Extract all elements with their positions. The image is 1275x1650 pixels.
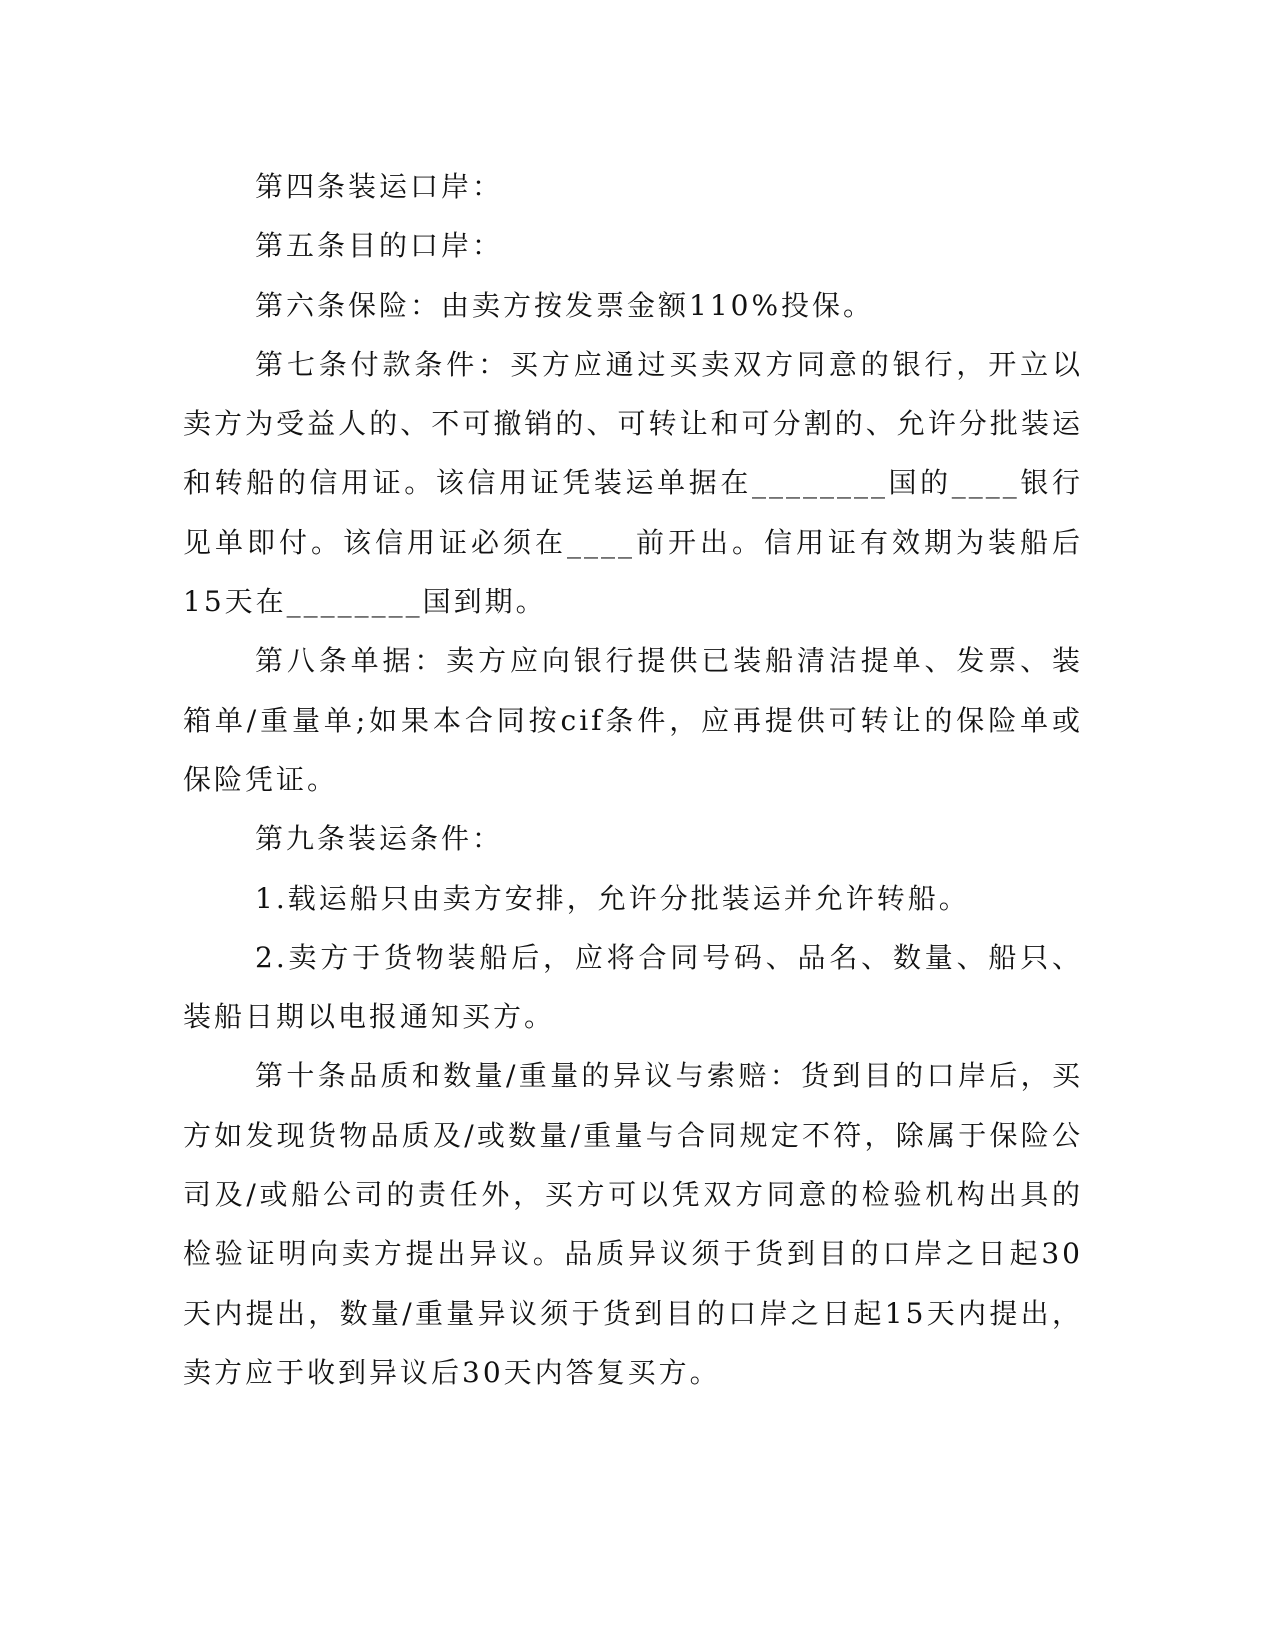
clause-4-loading-port: 第四条装运口岸：: [255, 170, 504, 203]
clause-10-claims: 第十条品质和数量/重量的异议与索赔：货到目的口岸后，买方如发现货物品质及/或数量/重量与合同规定不符，除属于保险公司及/或船公司的责任外，买方可以凭双方同意的检验机构出具的检验证明向卖方提出异议。品质异议须于货到目的口岸之日起30天内提出，数量/重量异议须于货到目的口岸之日起15天内提出，卖方应于收到异议后30天内答复买方。: [183, 1059, 1083, 1389]
document-body: [183, 157, 1083, 1402]
clause-9-item-2: 2.卖方于货物装船后，应将合同号码、品名、数量、船只、装船日期以电报通知买方。: [183, 940, 1083, 1034]
clause-6-insurance: 第六条保险：由卖方按发票金额110%投保。: [255, 288, 875, 322]
clause-8-documents: 第八条单据：卖方应向银行提供已装船清洁提单、发票、装箱单/重量单;如果本合同按cif条件，应再提供可转让的保险单或保险凭证。: [183, 644, 1083, 796]
clause-9-shipment-terms: 第九条装运条件：: [255, 822, 504, 856]
clause-7-payment-terms: 第七条付款条件：买方应通过买卖双方同意的银行，开立以卖方为受益人的、不可撤销的、可转让和可分割的、允许分批装运和转船的信用证。该信用证凭装运单据在________国的____银行见单即付。该信用证必须在____前开出。信用证有效期为装船后15天在________国到期。: [183, 347, 1083, 619]
clause-9-item-1: 1.载运船只由卖方安排，允许分批装运并允许转船。: [255, 881, 970, 915]
clause-5-destination-port: 第五条目的口岸：: [255, 229, 504, 263]
